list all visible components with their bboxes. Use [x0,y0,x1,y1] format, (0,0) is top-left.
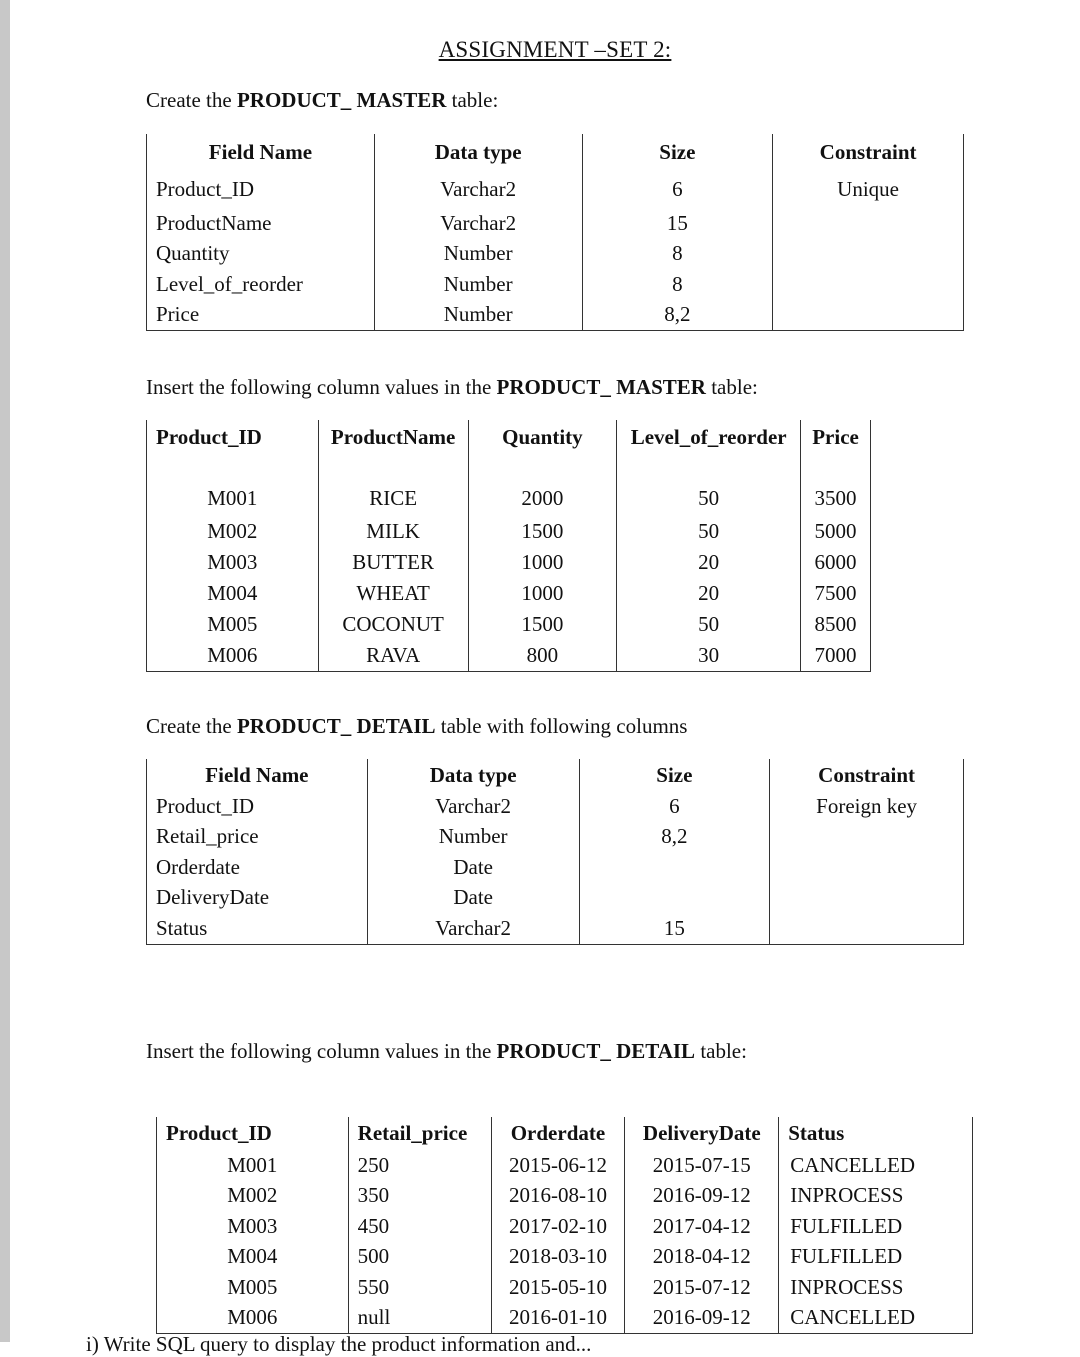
cell: 7000 [801,640,871,672]
table-row [147,883,964,914]
cell: 50 [617,516,801,547]
cell: 20 [617,578,801,609]
header-cell: Price [801,420,871,480]
size-cell: 6 [582,170,773,208]
constraint-cell [773,269,964,300]
table-row [157,1150,973,1181]
field-name-cell: Price [147,300,375,331]
instruction-prefix: Create the [146,714,237,738]
header-cell: Field Name [147,759,368,791]
cell: RICE [318,480,468,516]
cell: M005 [147,609,319,640]
cell: M005 [157,1272,349,1303]
insert-detail-instruction [146,1039,747,1064]
cell: 2000 [468,480,617,516]
cell: BUTTER [318,547,468,578]
cell: 8500 [801,609,871,640]
cell: 7500 [801,578,871,609]
table-row [147,269,964,300]
table-name: PRODUCT_ DETAIL [496,1039,696,1063]
header-cell: Orderdate [491,1117,625,1150]
size-cell: 8 [582,239,773,270]
cell: M003 [147,547,319,578]
cell: 2016-08-10 [491,1181,625,1212]
cell: 2018-04-12 [625,1242,779,1273]
cell: 2015-07-15 [625,1150,779,1181]
field-name-cell: ProductName [147,208,375,239]
table-row [147,170,964,208]
table-header-row [147,134,964,170]
product-detail-values-table [156,1117,973,1334]
cell: 30 [617,640,801,672]
cell: INPROCESS [779,1181,973,1212]
header-cell: Level_of_reorder [617,420,801,480]
header-cell: Size [579,759,770,791]
cell: 800 [468,640,617,672]
cell: 2015-06-12 [491,1150,625,1181]
table-row [147,208,964,239]
insert-master-instruction [146,375,758,400]
size-cell: 15 [582,208,773,239]
cell: 1500 [468,609,617,640]
create-detail-instruction [146,714,687,739]
header-cell: Product_ID [147,420,319,480]
size-cell [579,852,770,883]
header-cell: Retail_price [348,1117,491,1150]
cell: FULFILLED [779,1242,973,1273]
table-row [147,516,871,547]
cell: M002 [157,1181,349,1212]
table-row [147,852,964,883]
page-margin-bar [0,0,10,1342]
data-type-cell: Date [367,883,579,914]
cell: WHEAT [318,578,468,609]
cell: 50 [617,480,801,516]
cell: M001 [147,480,319,516]
table-row [157,1181,973,1212]
size-cell: 15 [579,913,770,944]
instruction-suffix: table: [695,1039,747,1063]
create-master-instruction [146,88,498,113]
cell: RAVA [318,640,468,672]
cell: 2015-05-10 [491,1272,625,1303]
table-header-row [147,759,964,791]
field-name-cell: Level_of_reorder [147,269,375,300]
cell: 3500 [801,480,871,516]
size-cell: 8,2 [579,822,770,853]
cell: 250 [348,1150,491,1181]
field-name-cell: Retail_price [147,822,368,853]
header-cell: Data type [374,134,582,170]
table-row [157,1211,973,1242]
table-row [147,609,871,640]
field-name-cell: DeliveryDate [147,883,368,914]
cell: CANCELLED [779,1150,973,1181]
header-cell: Field Name [147,134,375,170]
data-type-cell: Varchar2 [374,208,582,239]
cell: 6000 [801,547,871,578]
cell: M002 [147,516,319,547]
cell: M004 [157,1242,349,1273]
table-row [157,1242,973,1273]
header-cell: Constraint [773,134,964,170]
cell: INPROCESS [779,1272,973,1303]
cell: 1000 [468,547,617,578]
constraint-cell [770,913,964,944]
table-row [147,578,871,609]
table-header-row [157,1117,973,1150]
field-name-cell: Orderdate [147,852,368,883]
cell: 20 [617,547,801,578]
cell: COCONUT [318,609,468,640]
cell: 2017-02-10 [491,1211,625,1242]
page-title: ASSIGNMENT –SET 2: [438,37,672,62]
cell: MILK [318,516,468,547]
table-row [147,822,964,853]
cell: 350 [348,1181,491,1212]
header-cell: DeliveryDate [625,1117,779,1150]
header-cell: Product_ID [157,1117,349,1150]
constraint-cell: Unique [773,170,964,208]
instruction-prefix: Insert the following column values in the [146,1039,497,1063]
field-name-cell: Product_ID [147,791,368,822]
product-master-values-table [146,420,871,672]
data-type-cell: Varchar2 [374,170,582,208]
cell: 1500 [468,516,617,547]
header-cell: Data type [367,759,579,791]
constraint-cell [773,300,964,331]
table-row [147,300,964,331]
instruction-suffix: table: [446,88,499,112]
size-cell: 8,2 [582,300,773,331]
table-header-row [147,420,871,480]
data-type-cell: Number [374,300,582,331]
constraint-cell: Foreign key [770,791,964,822]
cell: 2016-01-10 [491,1303,625,1334]
header-cell: Quantity [468,420,617,480]
data-type-cell: Date [367,852,579,883]
header-cell: ProductName [318,420,468,480]
constraint-cell [770,852,964,883]
field-name-cell: Status [147,913,368,944]
field-name-cell: Product_ID [147,170,375,208]
field-name-cell: Quantity [147,239,375,270]
cell: 2016-09-12 [625,1303,779,1334]
instruction-suffix: table: [705,375,758,399]
instruction-prefix: Insert the following column values in the [146,375,497,399]
table-name: PRODUCT_ MASTER [236,88,447,112]
product-detail-schema-table [146,759,964,945]
cell: 2017-04-12 [625,1211,779,1242]
constraint-cell [773,208,964,239]
cell: M006 [147,640,319,672]
cell: M006 [157,1303,349,1334]
size-cell: 8 [582,269,773,300]
cutoff-text-line: i) Write SQL query to display the product information and... [86,1332,592,1356]
cell: M003 [157,1211,349,1242]
table-row [147,913,964,944]
cell: M001 [157,1150,349,1181]
constraint-cell [770,822,964,853]
table-row [147,480,871,516]
size-cell [579,883,770,914]
data-type-cell: Number [374,269,582,300]
instruction-suffix: table with following columns [435,714,688,738]
cell: 1000 [468,578,617,609]
cell: null [348,1303,491,1334]
data-type-cell: Varchar2 [367,791,579,822]
data-type-cell: Varchar2 [367,913,579,944]
header-cell: Size [582,134,773,170]
product-master-schema-table [146,134,964,331]
table-row [147,239,964,270]
table-row [147,547,871,578]
data-type-cell: Number [374,239,582,270]
cell: FULFILLED [779,1211,973,1242]
table-row [147,640,871,672]
table-row [157,1303,973,1334]
size-cell: 6 [579,791,770,822]
table-row [147,791,964,822]
constraint-cell [770,883,964,914]
cell: 2015-07-12 [625,1272,779,1303]
cell: 550 [348,1272,491,1303]
cell: 50 [617,609,801,640]
data-type-cell: Number [367,822,579,853]
cell: 2018-03-10 [491,1242,625,1273]
cell: 450 [348,1211,491,1242]
header-cell: Status [779,1117,973,1150]
cell: M004 [147,578,319,609]
table-row [157,1272,973,1303]
cell: CANCELLED [779,1303,973,1334]
table-name: PRODUCT_ DETAIL [236,714,436,738]
constraint-cell [773,239,964,270]
table-name: PRODUCT_ MASTER [496,375,706,399]
cell: 2016-09-12 [625,1181,779,1212]
cell: 5000 [801,516,871,547]
cell: 500 [348,1242,491,1273]
header-cell: Constraint [770,759,964,791]
instruction-prefix: Create the [146,88,237,112]
